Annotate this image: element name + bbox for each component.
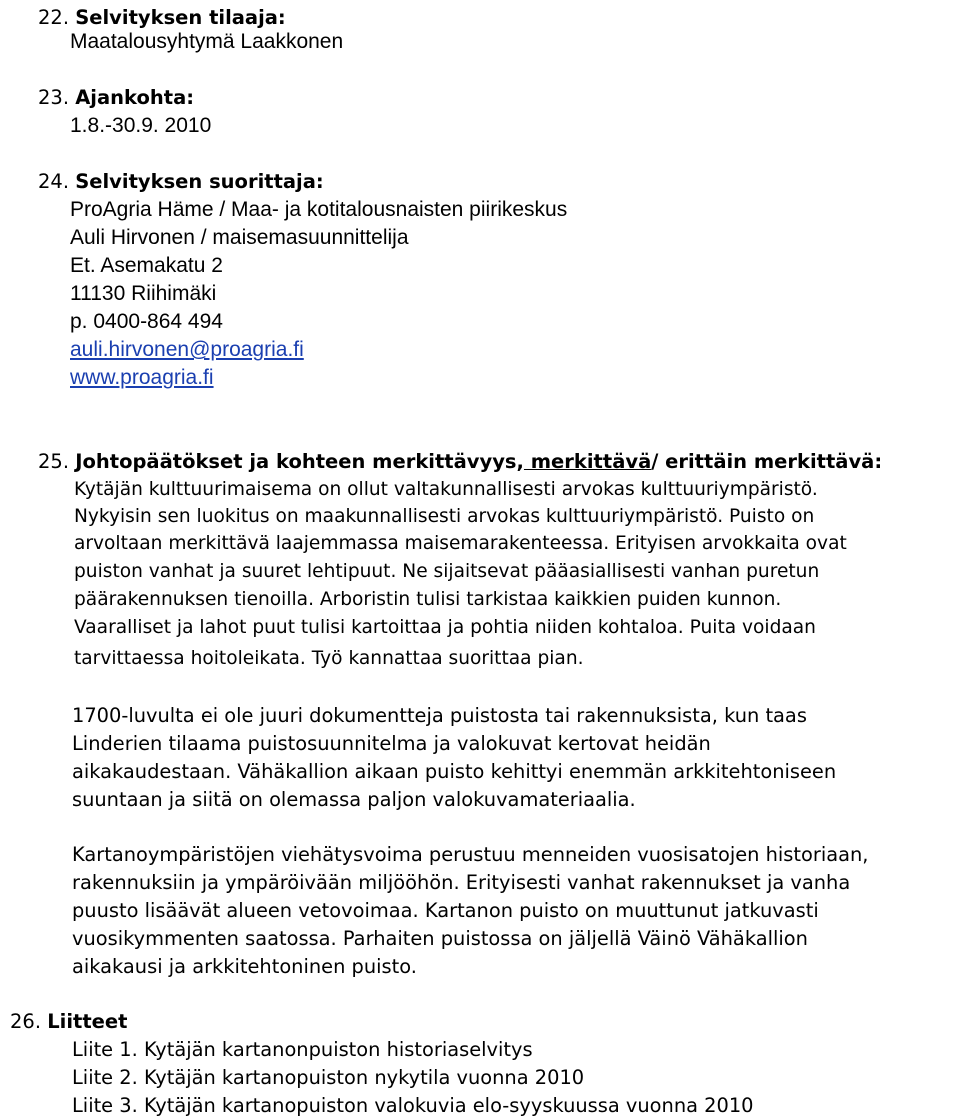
para2-line-1: 1700-luvulta ei ole juuri dokumentteja puistosta tai rakennuksista, kun taas <box>72 704 807 727</box>
para1-line-7: tarvittaessa hoitoleikata. Työ kannattaa suorittaa pian. <box>74 648 584 669</box>
email-link[interactable]: auli.hirvonen@proagria.fi <box>70 338 304 361</box>
section-23-title: Ajankohta: <box>75 86 195 109</box>
section-25-title-underlined: merkittävä <box>523 450 652 473</box>
website-link[interactable]: www.proagria.fi <box>70 366 214 389</box>
section-26-title: Liitteet <box>47 1010 128 1033</box>
para1-line-5: päärakennuksen tienoilla. Arboristin tulisi tarkistaa kaikkien puiden kunnon. <box>74 589 782 610</box>
website-link-row <box>70 366 214 390</box>
section-24-heading <box>38 170 324 194</box>
section-22-number: 22. <box>38 6 70 29</box>
section-26-number: 26. <box>10 1010 42 1033</box>
section-23-heading <box>38 86 194 110</box>
para1-line-6: Vaaralliset ja lahot puut tulisi kartoittaa ja pohtia niiden kohtaloa. Puita voidaan <box>74 617 816 638</box>
para3-line-4: vuosikymmenten saatossa. Parhaiten puistossa on jäljellä Väinö Vähäkallion <box>72 927 808 950</box>
para3-line-3: puusto lisäävät alueen vetovoimaa. Kartanon puisto on muuttunut jatkuvasti <box>72 899 819 922</box>
contact-line-phone: p. 0400-864 494 <box>70 310 223 333</box>
contact-line-organization: ProAgria Häme / Maa- ja kotitalousnaisten piirikeskus <box>70 198 568 221</box>
section-22-value: Maatalousyhtymä Laakkonen <box>70 30 344 53</box>
para2-line-3: aikakaudestaan. Vähäkallion aikaan puisto kehittyi enemmän arkkitehtoniseen <box>72 760 837 783</box>
section-23-number: 23. <box>38 86 70 109</box>
para1-line-4: puiston vanhat ja suuret lehtipuut. Ne sijaitsevat pääasiallisesti vanhan puretun <box>74 561 820 582</box>
para3-line-2: rakennuksiin ja ympäröivään miljööhön. Erityisesti vanhat rakennukset ja vanha <box>72 871 851 894</box>
section-22-title: Selvityksen tilaaja: <box>75 6 286 29</box>
para1-line-1: Kytäjän kulttuurimaisema on ollut valtakunnallisesti arvokas kulttuuriympäristö. <box>74 479 818 500</box>
section-25-title-part1: Johtopäätökset ja kohteen merkittävyys, <box>75 450 524 473</box>
para1-line-2: Nykyisin sen luokitus on maakunnallisesti arvokas kulttuuriympäristö. Puisto on <box>74 506 815 527</box>
section-24-number: 24. <box>38 170 70 193</box>
section-24-title: Selvityksen suorittaja: <box>75 170 324 193</box>
section-25-number: 25. <box>38 450 70 473</box>
para2-line-4: suuntaan ja siitä on olemassa paljon valokuvamateriaalia. <box>72 788 636 811</box>
section-23-value: 1.8.-30.9. 2010 <box>70 114 212 137</box>
contact-line-street: Et. Asemakatu 2 <box>70 254 223 277</box>
para3-line-1: Kartanoympäristöjen viehätysvoima perustuu menneiden vuosisatojen historiaan, <box>72 843 869 866</box>
section-22-heading <box>38 6 286 30</box>
section-25-title-part2: / erittäin merkittävä: <box>651 450 883 473</box>
section-25-heading <box>38 450 882 474</box>
section-26-heading <box>10 1010 127 1034</box>
contact-line-person: Auli Hirvonen / maisemasuunnittelija <box>70 226 409 249</box>
attachment-item-3: Liite 3. Kytäjän kartanopuiston valokuvia elo-syyskuussa vuonna 2010 <box>72 1094 754 1117</box>
para3-line-5: aikakausi ja arkkitehtoninen puisto. <box>72 955 417 978</box>
contact-line-city: 11130 Riihimäki <box>70 282 217 305</box>
para1-line-3: arvoltaan merkittävä laajemmassa maisemarakenteessa. Erityisen arvokkaita ovat <box>74 533 847 554</box>
attachment-item-2: Liite 2. Kytäjän kartanopuiston nykytila vuonna 2010 <box>72 1066 585 1089</box>
email-link-row <box>70 338 304 362</box>
para2-line-2: Linderien tilaama puistosuunnitelma ja valokuvat kertovat heidän <box>72 732 711 755</box>
attachment-item-1: Liite 1. Kytäjän kartanonpuiston historiaselvitys <box>72 1038 533 1061</box>
